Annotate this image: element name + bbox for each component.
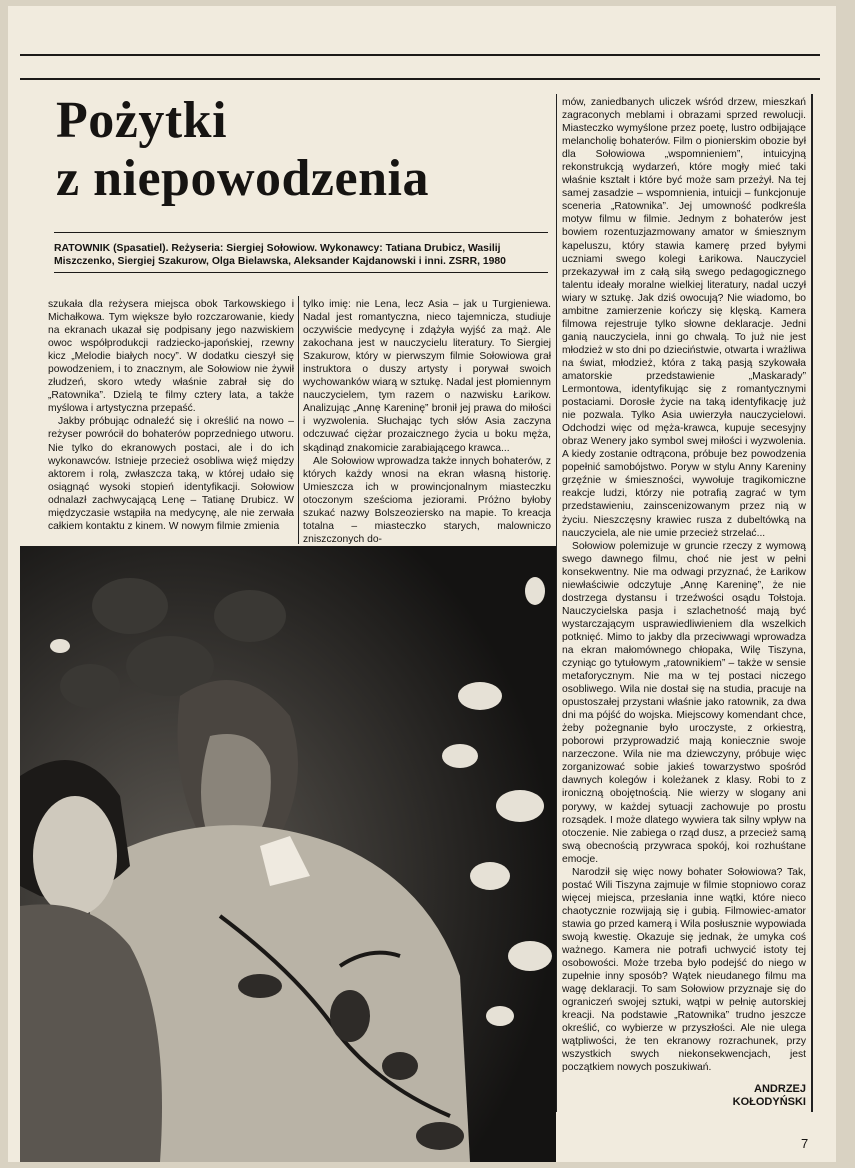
title-line-2: z niepowodzenia (56, 150, 429, 207)
paragraph: tylko imię: nie Lena, lecz Asia – jak u Turgieniewa. Nadal jest romantyczna, nieco tajemnicza, studiuje oczywiście medycynę i zdążyła wyjść za mąż. Ale zakochana jest w nauczycielu literatury. To Siergiej Szakurow, który w pierwszym filmie Sołowiowa grał instruktora o duszy artysty i porywał swoich wychowanków wiarą w sztukę. Nadal jest płomiennym nauczycielem, tym razem o nazwisku Łarikow. Analizując „Annę Kareninę” bronił jej prawa do miłości i wyzwolenia. Słuchając tych słów Asia zaczyna odczuwać ciężar prozaicznego życia u boku męża, skądinąd znakomicie zarabiającego krawca... (303, 299, 551, 454)
article-title (56, 92, 429, 208)
paragraph: Sołowiow polemizuje w gruncie rzeczy z wymową swego dawnego filmu, choć nie jest w pełni konsekwentny. Nie ma odwagi przyznać, że Łarikow niewłaściwie odczytuje „Annę Kareninę”, że nie dostrzega dystansu i trzeźwości osądu Tołstoja. Nauczycielska pasja i szlachetność mają być wystarczającym usprawiedliwieniem dla wszelkich potknięć. Mimo to jakby dla przeciwwagi wprowadza na ekran małomównego chłopaka, Wilę Tiszyna, czyniąc go tytułowym „ratownikiem” – także w sensie metaforycznym. Nie ma w tej postaci niczego osobliwego. Wila nie dostał się na studia, pracuje na opustoszałej przystani właśnie jako ratownik, za dwa dni ma pójść do wojska. Miejscowy komendant chce, żeby pożegnanie było uroczyste, z orkiestrą, poborowi przyprowadzić mają koniecznie swoje narzeczone. Wila nie ma dziewczyny, próbuje więc zorganizować sobie jakieś towarzystwo spośród dawnych kolegów i koleżanek z klasy. Robi to z ironiczną obojętnością. Nie wierzy w slogany ani porywy, w każdej sytuacji zachowuje po prostu rozsądek. I może dlatego wywiera tak silny wpływ na otoczenie. Nie zabiega o rząd dusz, a przecież samą swą obecnością przywraca spokój, koi rozhuśtane emocje. (562, 540, 806, 865)
magazine-page (8, 6, 836, 1162)
author-signature (672, 1083, 806, 1109)
paragraph: Ale Sołowiow wprowadza także innych bohaterów, z których każdy wnosi na ekran własną historię. Umieszcza ich w prowincjonalnym miasteczku otoczonym sześcioma jeziorami. Próżno byłoby szukać nazwy Bolszeoziersko na mapie. To kreacja totalna – miasteczko starych, malowniczo zniszczonych do- (303, 455, 551, 545)
text-column-middle (303, 298, 551, 545)
top-rule-lower (20, 78, 820, 80)
film-credits: RATOWNIK (Spasatiel). Reżyseria: Siergiej Sołowiow. Wykonawcy: Tatiana Drubicz, Wasilij Miszczenko, Siergiej Szakurow, Olga Bielawska, Aleksander Kajdanowski i inni. ZSRR, 1980 (54, 243, 506, 267)
author-last-name: KOŁODYŃSKI (732, 1096, 806, 1108)
film-still-photo (20, 546, 556, 1162)
text-column-left (48, 298, 294, 545)
author-first-name: ANDRZEJ (754, 1083, 806, 1095)
paragraph: szukała dla reżysera miejsca obok Tarkowskiego i Michałkowa. Tym większe było rozczarowanie, kiedy na ekranach ukazał się podpisany jego nazwiskiem owoc współprodukcji radziecko-japońskiej, rzewny kicz „Melodie białych nocy”. W dodatku cieszył się powodzeniem, i to znacznym, ale Sołowiow nie żywił złudzeń, skoro wtedy właśnie zabrał się do „Ratownika”. Dzielą te filmy cztery lata, a także myślowa i artystyczna przepaść. (48, 299, 294, 415)
column-divider (811, 94, 813, 1112)
column-divider (298, 296, 299, 544)
top-rule (20, 54, 820, 56)
column-divider (556, 94, 557, 1112)
credits-bottom-rule (54, 272, 548, 273)
credits-top-rule (54, 232, 548, 233)
paragraph: Jakby próbując odnaleźć się i określić na nowo – reżyser powrócił do bohaterów poprzedniego utworu. Nie tylko do ekranowych postaci, ale i do ich wykonawców. Istnieje przecież osobliwa więź między aktorem i rolą, zwłaszcza taką, w której udało się osiągnąć wysoki stopień identyfikacji. Sołowiow odnalazł zachwycającą Lenę – Tatianę Drubicz. W międzyczasie wstąpiła na medycynę, ale nie zerwała całkiem kontaktu z kinem. W nowym filmie zmienia (48, 416, 294, 532)
title-line-1: Pożytki (56, 92, 228, 149)
paragraph: Narodził się więc nowy bohater Sołowiowa? Tak, postać Wili Tiszyna zajmuje w filmie stopniowo coraz więcej miejsca, przesłania inne wątki, które nieco chaotycznie rozwijają się i gubią. Filmowiec-amator stawia go przed kamerą i Wila posłusznie wypowiada swoją kwestię. Okazuje się jednak, że umyka coś ważnego. Kamera nie potrafi uchwycić istoty tej osobowości. Może trzeba było podejść do niego w zupełnie inny sposób? Wątek nieudanego filmu ma wagę deklaracji. To sam Sołowiow przyznaje się do ograniczeń swojej sztuki, wątpi w pełnię autorskiej kreacji. Na podstawie „Ratownika” trudno jeszcze określić, co wybierze w przyszłości. Ale nie ulega wątpliwości, że ten ekranowy rozrachunek, przy wszystkich swych niekonsekwencjach, jest początkiem nowych poszukiwań. (562, 866, 806, 1074)
page-number: 7 (801, 1136, 809, 1151)
text-column-right (562, 96, 806, 1078)
paragraph: mów, zaniedbanych uliczek wśród drzew, mieszkań zagraconych meblami i obrazami sprzed rewolucji. Miasteczko wymyślone przez poetę, lustro odbijające melancholię bohaterów. Film o pionierskim obozie był dla Sołowiowa „wspomnieniem”, intuicyjną rekonstrukcją wydarzeń, które mogły mieć taki właśnie kształt i które być może sam przeżył. Na tej samej zasadzie – wspomnienia, intuicji – funkcjonuje sceneria „Ratownika”. Jej umowność podkreśla motyw filmu w filmie. Jednym z bohaterów jest bowiem rozentuzjazmowany amator w śmiesznym kapeluszu, który stawia kamerę przed byłymi uczniami swego kolegi Łarikowa. Nauczyciel przekazywał im z całą siłą swego pedagogicznego talentu ideały moralne wielkiej literatury, nadal uczył wiary w sztukę. Jak dziś owocują? Nie wiadomo, bo ambitne zamierzenie kończy się klęską. Kamera filmowa rejestruje tylko słowne deklaracje. Jedni ganią nauczyciela, inni go chwalą. To już nie jest młodzież w sto dni po dzieciństwie, otwarta i wrażliwa na świat, młodzież, która z taką pasją szykowała amatorskie przedstawienie „Maskarady” Lermontowa, identyfikując się z romantycznymi postaciami. Dorosłe życie na taką identyfikację już nie pozwala. Tylko Asia uwierzyła nauczycielowi. Odchodzi więc od męża-krawca, kupuje secesyjny obraz Wenery jako symbol swej miłości i wyzwolenia. A kiedy zostanie odtrącona, próbuje bez powodzenia popełnić samobójstwo. Poryw w stylu Anny Kareniny grzęźnie w śmieszności, wywołuje tragikomiczne reakcje ludzi, którzy nie potrafią zagrać w tym przedstawieniu, zainscenizowanym przez nią w życiu. Nieszczęsny krawiec rusza z dubeltówką na nauczyciela, ale nie umie przecież strzelać... (562, 97, 806, 539)
